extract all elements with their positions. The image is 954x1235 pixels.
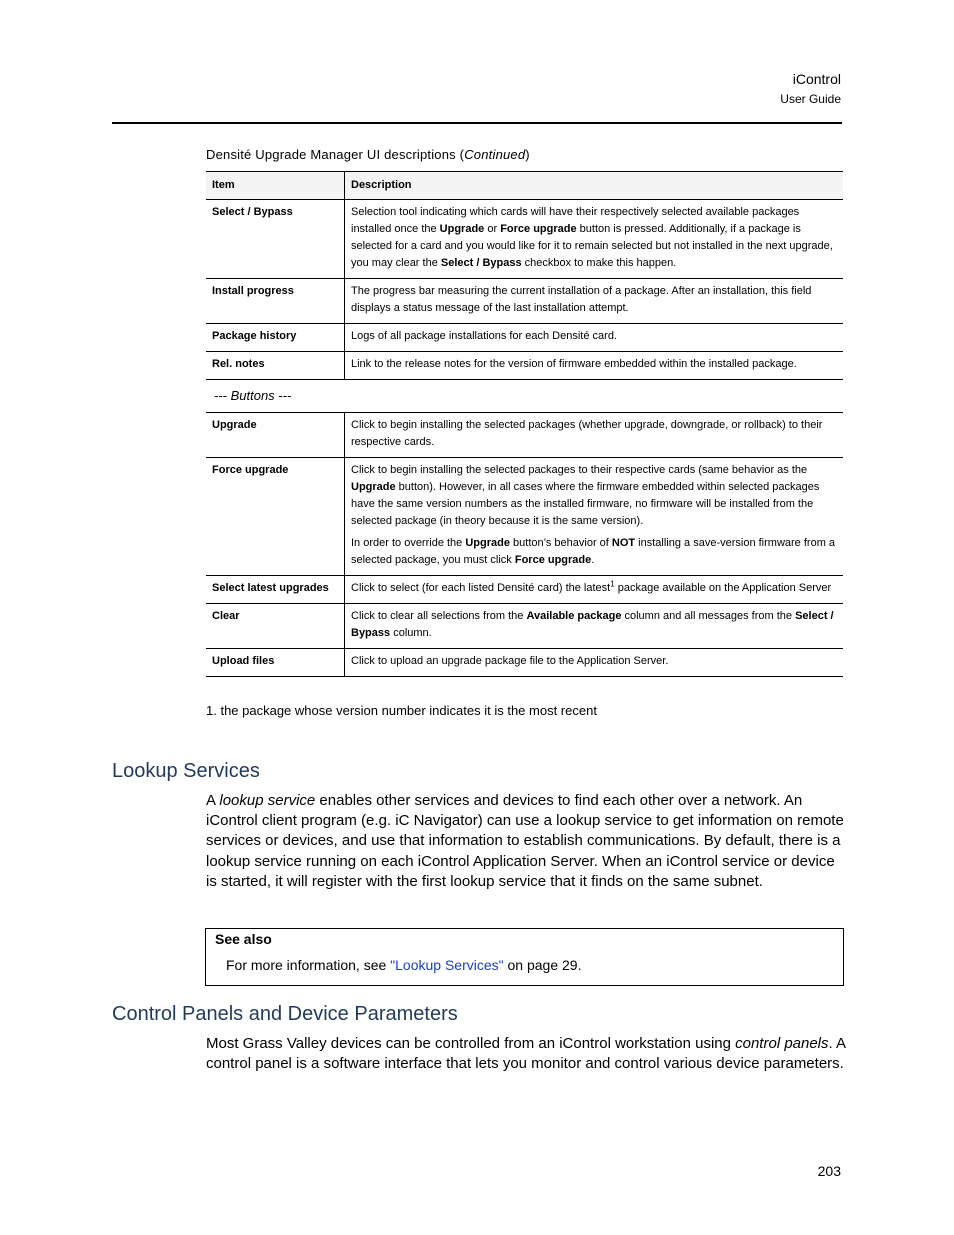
- row-item-upgrade: Upgrade: [206, 413, 345, 458]
- row-item-rel-notes: Rel. notes: [206, 352, 345, 380]
- row-desc-rel-notes: Link to the release notes for the version of firmware embedded within the installed package.: [345, 352, 844, 380]
- see-also-box: [205, 928, 844, 986]
- row-item-install-progress: Install progress: [206, 279, 345, 324]
- ui-descriptions-table: [206, 171, 843, 677]
- table-row: [206, 576, 843, 604]
- table-row: [206, 458, 843, 576]
- footnote-marker: 1: [610, 579, 615, 589]
- row-item-clear: Clear: [206, 604, 345, 649]
- row-desc-package-history: Logs of all package installations for each Densité card.: [345, 324, 844, 352]
- lookup-paragraph: A lookup service enables other services and devices to find each other over a network. An iControl client program (e.g. iC Navigator) can use a lookup service to get information on remote services or devices, and use that information to establish communications. By default, there is a lookup service running on each iControl Application Server. When an iControl service or device is started, it will register with the first lookup service that it finds on the same subnet.: [206, 792, 844, 890]
- caption-main: Densité Upgrade Manager UI descriptions (: [206, 147, 465, 162]
- row-desc-upgrade: Click to begin installing the selected packages (whether upgrade, downgrade, or rollback) to their respective cards.: [345, 413, 844, 458]
- column-header-item: Item: [206, 172, 345, 200]
- page-number: 203: [817, 1163, 841, 1179]
- see-also-title: See also: [215, 931, 272, 947]
- header-rule: [112, 122, 842, 124]
- caption-close: ): [525, 147, 530, 162]
- row-item-upload-files: Upload files: [206, 649, 345, 677]
- row-desc-force-upgrade: Click to begin installing the selected packages to their respective cards (same behavior as the Upgrade button). However, in all cases where the firmware embedded within selected packages have the same version numbers as the installed firmware, no firmware will be installed from the selected package (in theory because it is the same version). In order to override the Upgrade button’s behavior of NOT installing a save-version firmware from a selected package, you must click Force upgrade.: [345, 458, 844, 576]
- row-desc-upload-files: Click to upload an upgrade package file to the Application Server.: [345, 649, 844, 677]
- table-footnote: 1. the package whose version number indicates it is the most recent: [206, 703, 597, 718]
- table-row: [206, 604, 843, 649]
- section-heading-lookup-services: Lookup Services: [112, 760, 260, 782]
- see-also-text: For more information, see "Lookup Services" on page 29.: [226, 957, 582, 973]
- control-paragraph: Most Grass Valley devices can be controlled from an iControl workstation using control panels. A control panel is a software interface that lets you monitor and control various device parameters.: [206, 1035, 846, 1073]
- table-row: [206, 413, 843, 458]
- row-desc-select-bypass: Selection tool indicating which cards will have their respectively selected available packages installed once the Upgrade or Force upgrade button is pressed. Additionally, if a package is selected for a card and you would like for it to remain selected but not installed in the next upgrade, you may clear the Select / Bypass checkbox to make this happen.: [345, 200, 844, 279]
- row-item-package-history: Package history: [206, 324, 345, 352]
- buttons-separator: --- Buttons ---: [206, 380, 843, 413]
- table-row: [206, 649, 843, 677]
- header-title: iControl: [792, 71, 841, 87]
- row-desc-select-latest-upgrades: Click to select (for each listed Densité card) the latest$^1$ package available on the Application Server: [345, 576, 844, 604]
- column-header-description: Description: [345, 172, 844, 200]
- section-heading-control-panels: Control Panels and Device Parameters: [112, 1003, 458, 1025]
- row-desc-install-progress: The progress bar measuring the current installation of a package. After an installation, this field displays a status message of the last installation attempt.: [345, 279, 844, 324]
- header-subtitle: User Guide: [780, 92, 841, 106]
- table-caption: [206, 147, 530, 162]
- row-item-select-bypass: Select / Bypass: [206, 200, 345, 279]
- table-row: [206, 200, 843, 279]
- table-row: [206, 279, 843, 324]
- caption-continued: Continued: [464, 147, 526, 162]
- table-row: [206, 352, 843, 380]
- row-desc-clear: Click to clear all selections from the Available package column and all messages from the Select / Bypass column.: [345, 604, 844, 649]
- row-item-force-upgrade: Force upgrade: [206, 458, 345, 576]
- table-row: [206, 324, 843, 352]
- table-separator-row: [206, 380, 843, 413]
- table-header-row: [206, 172, 843, 200]
- row-item-select-latest-upgrades: Select latest upgrades: [206, 576, 345, 604]
- lookup-services-link[interactable]: "Lookup Services": [390, 957, 504, 973]
